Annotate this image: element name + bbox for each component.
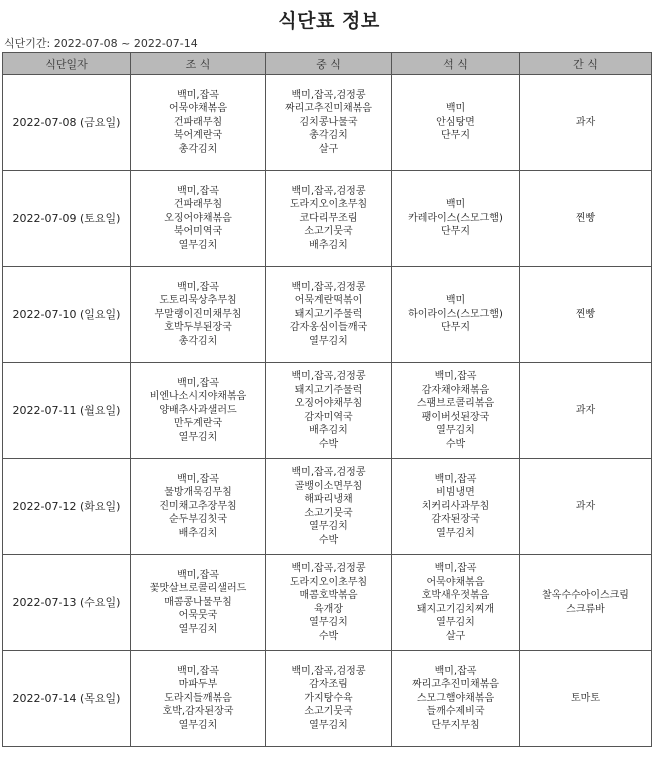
menu-item: 백미,잡곡,검정콩 — [291, 665, 366, 677]
menu-item: 토마토 — [571, 692, 600, 704]
menu-item: 백미,잡곡 — [177, 569, 219, 581]
menu-item: 비빔냉면 — [436, 487, 475, 499]
menu-item: 열무김치 — [436, 425, 475, 436]
menu-item: 찰옥수수아이스크림 — [542, 590, 629, 601]
menu-item: 감자미역국 — [304, 411, 353, 423]
menu-item: 김치콩나물국 — [299, 116, 358, 128]
snack-cell — [520, 75, 652, 171]
menu-item: 백미,잡곡 — [434, 371, 477, 382]
menu-item: 배추김치 — [309, 425, 348, 436]
menu-item: 매콤호박볶음 — [299, 590, 358, 601]
menu-item: 짜리고추진미채볶음 — [412, 679, 499, 691]
menu-item: 열무김치 — [436, 617, 475, 628]
date-cell: 2022-07-08 (금요일) — [3, 75, 131, 171]
menu-item: 육개장 — [314, 603, 343, 615]
menu-item: 살구 — [318, 143, 339, 155]
menu-item: 감자옹심이들깨국 — [289, 322, 368, 334]
menu-item: 돼지고기주물럭 — [294, 308, 363, 320]
menu-item: 들깨수제비국 — [426, 706, 485, 718]
lunch-cell — [266, 267, 392, 363]
snack-cell — [520, 459, 652, 555]
table-row — [3, 267, 652, 363]
date-cell: 2022-07-09 (토요일) — [3, 171, 131, 267]
menu-item: 비엔나소시지야채볶음 — [149, 391, 247, 403]
menu-item: 백미,잡곡 — [177, 185, 219, 197]
snack-cell — [520, 171, 652, 267]
meal-table — [2, 52, 652, 747]
snack-cell — [520, 651, 652, 747]
menu-item: 골뱅이소면무침 — [294, 480, 363, 492]
menu-item: 도토리묵상추무침 — [159, 295, 237, 307]
menu-item: 건파래무침 — [173, 199, 223, 211]
menu-item: 도라지오이초무침 — [289, 576, 368, 588]
table-row — [3, 651, 652, 747]
menu-item: 과자 — [575, 500, 596, 512]
lunch-cell — [266, 555, 392, 651]
menu-item: 오징어야채볶음 — [164, 212, 232, 224]
menu-item: 열무김치 — [178, 431, 218, 443]
page-title: 식단표 정보 — [278, 10, 380, 32]
menu-item: 백미,잡곡 — [177, 89, 219, 101]
menu-item: 총각김치 — [178, 143, 218, 155]
menu-item: 도라지들깨볶음 — [164, 692, 232, 704]
menu-item: 양배추사과샐러드 — [159, 404, 237, 416]
header-breakfast: 조 식 — [131, 53, 266, 75]
menu-item: 백미,잡곡,검정콩 — [291, 185, 366, 197]
menu-item: 어묵야채볶음 — [169, 103, 227, 115]
lunch-cell — [266, 459, 392, 555]
date-cell: 2022-07-11 (월요일) — [3, 363, 131, 459]
menu-item: 배추김치 — [178, 527, 218, 539]
menu-item: 수박 — [318, 630, 339, 642]
date-cell: 2022-07-12 (화요일) — [3, 459, 131, 555]
menu-item: 백미,잡곡 — [177, 473, 219, 485]
menu-item: 돼지고기김치찌개 — [416, 603, 495, 615]
snack-cell — [520, 267, 652, 363]
menu-item: 감자조림 — [309, 679, 348, 691]
table-row — [3, 75, 652, 171]
snack-cell — [520, 555, 652, 651]
meal-period: 식단기간: 2022-07-08 ~ 2022-07-14 — [4, 37, 198, 50]
dinner-cell — [392, 171, 520, 267]
menu-item: 백미 — [445, 295, 466, 307]
snack-cell — [520, 363, 652, 459]
lunch-cell — [266, 651, 392, 747]
menu-item: 북어계란국 — [173, 130, 223, 142]
menu-item: 가지탕수육 — [304, 692, 353, 704]
breakfast-cell — [131, 459, 266, 555]
menu-item: 과자 — [575, 404, 596, 416]
menu-item: 백미,잡곡,검정콩 — [291, 281, 366, 293]
menu-item: 과자 — [575, 116, 596, 128]
breakfast-cell — [131, 267, 266, 363]
menu-item: 백미,잡곡 — [177, 377, 219, 389]
menu-item: 백미,잡곡 — [177, 281, 219, 293]
dinner-cell — [392, 267, 520, 363]
breakfast-cell — [131, 171, 266, 267]
menu-item: 도라지오이초무침 — [289, 199, 368, 211]
menu-item: 소고기뭇국 — [304, 226, 353, 238]
menu-item: 백미 — [445, 103, 466, 115]
menu-item: 순두부김칫국 — [169, 514, 227, 526]
menu-item: 물방개묵김무침 — [164, 487, 232, 499]
menu-item: 백미,잡곡,검정콩 — [291, 563, 366, 574]
lunch-cell — [266, 171, 392, 267]
menu-item: 단무지 — [441, 130, 470, 142]
menu-item: 총각김치 — [309, 130, 348, 142]
table-row — [3, 459, 652, 555]
menu-item: 백미,잡곡,검정콩 — [291, 371, 366, 382]
menu-item: 호박두부된장국 — [164, 322, 232, 334]
menu-item: 카레라이스(스모그햄) — [408, 212, 503, 224]
header-dinner: 석 식 — [392, 53, 520, 75]
breakfast-cell — [131, 651, 266, 747]
menu-item: 배추김치 — [309, 239, 348, 251]
menu-item: 백미,잡곡,검정콩 — [291, 89, 366, 101]
menu-item: 돼지고기주물럭 — [294, 384, 363, 396]
menu-item: 코다리무조림 — [299, 212, 358, 224]
menu-item: 호박,감자된장국 — [162, 706, 234, 718]
menu-item: 열무김치 — [178, 239, 218, 251]
menu-item: 마파두부 — [178, 679, 218, 691]
menu-item: 오징어야채무침 — [294, 398, 363, 409]
breakfast-cell — [131, 75, 266, 171]
breakfast-cell — [131, 555, 266, 651]
menu-item: 백미,잡곡 — [434, 665, 477, 677]
menu-item: 총각김치 — [178, 335, 218, 347]
header-date: 식단일자 — [3, 53, 131, 75]
menu-item: 열무김치 — [178, 719, 218, 731]
menu-item: 어묵계란떡볶이 — [294, 295, 363, 307]
menu-item: 열무김치 — [309, 617, 348, 628]
dinner-cell — [392, 459, 520, 555]
menu-item: 열무김치 — [309, 719, 348, 731]
menu-item: 어묵야채볶음 — [426, 576, 485, 588]
table-header-row — [3, 53, 652, 75]
menu-item: 소고기뭇국 — [304, 706, 353, 718]
menu-item: 무말랭이진미채무침 — [154, 308, 242, 320]
dinner-cell — [392, 555, 520, 651]
menu-item: 만두계란국 — [173, 418, 223, 430]
menu-item: 살구 — [445, 630, 466, 642]
dinner-cell — [392, 363, 520, 459]
menu-item: 백미,잡곡,검정콩 — [291, 467, 366, 478]
menu-item: 진미채고추장무침 — [159, 500, 237, 512]
menu-item: 찐빵 — [575, 308, 596, 320]
menu-item: 안심탕면 — [436, 116, 475, 128]
menu-item: 수박 — [445, 438, 466, 450]
breakfast-cell — [131, 363, 266, 459]
menu-item: 어묵뭇국 — [178, 610, 218, 622]
date-cell: 2022-07-10 (일요일) — [3, 267, 131, 363]
menu-item: 수박 — [318, 534, 339, 546]
table-row — [3, 555, 652, 651]
menu-item: 단무지 — [441, 322, 470, 334]
menu-item: 해파리냉채 — [304, 494, 353, 505]
menu-item: 백미 — [445, 199, 466, 211]
menu-item: 백미,잡곡 — [177, 665, 219, 677]
menu-item: 감자된장국 — [431, 514, 480, 526]
menu-item: 열무김치 — [309, 521, 348, 532]
menu-item: 수박 — [318, 438, 339, 450]
menu-item: 감자채야채볶음 — [421, 384, 490, 396]
menu-item: 스크류바 — [566, 603, 605, 615]
menu-item: 팽이버섯된장국 — [421, 411, 490, 423]
menu-item: 호박새우젓볶음 — [421, 590, 490, 601]
table-row — [3, 171, 652, 267]
menu-item: 단무지 — [441, 226, 470, 238]
menu-item: 짜리고추진미채볶음 — [285, 103, 372, 115]
menu-item: 스모그햄야채볶음 — [416, 692, 495, 704]
menu-item: 꽃맛살브로콜리샐러드 — [149, 583, 247, 595]
menu-item: 북어미역국 — [173, 226, 223, 238]
menu-item: 열무김치 — [436, 527, 475, 539]
header-snack: 간 식 — [520, 53, 652, 75]
header-lunch: 중 식 — [266, 53, 392, 75]
menu-item: 찐빵 — [575, 212, 596, 224]
menu-item: 열무김치 — [309, 335, 348, 347]
dinner-cell — [392, 75, 520, 171]
dinner-cell — [392, 651, 520, 747]
menu-item: 백미,잡곡 — [434, 563, 477, 574]
menu-item: 스팸브로콜리볶음 — [416, 398, 495, 409]
menu-item: 소고기뭇국 — [304, 507, 353, 519]
date-cell: 2022-07-13 (수요일) — [3, 555, 131, 651]
menu-item: 매콤콩나물무침 — [164, 596, 232, 608]
lunch-cell — [266, 363, 392, 459]
menu-item: 건파래무침 — [173, 116, 223, 128]
table-row — [3, 363, 652, 459]
menu-item: 열무김치 — [178, 623, 218, 635]
table-body — [3, 75, 652, 747]
menu-item: 단무지무침 — [431, 719, 480, 731]
lunch-cell — [266, 75, 392, 171]
date-cell: 2022-07-14 (목요일) — [3, 651, 131, 747]
menu-item: 백미,잡곡 — [434, 473, 477, 485]
menu-item: 하이라이스(스모그햄) — [408, 308, 503, 320]
menu-item: 치커리사과무침 — [421, 500, 490, 512]
